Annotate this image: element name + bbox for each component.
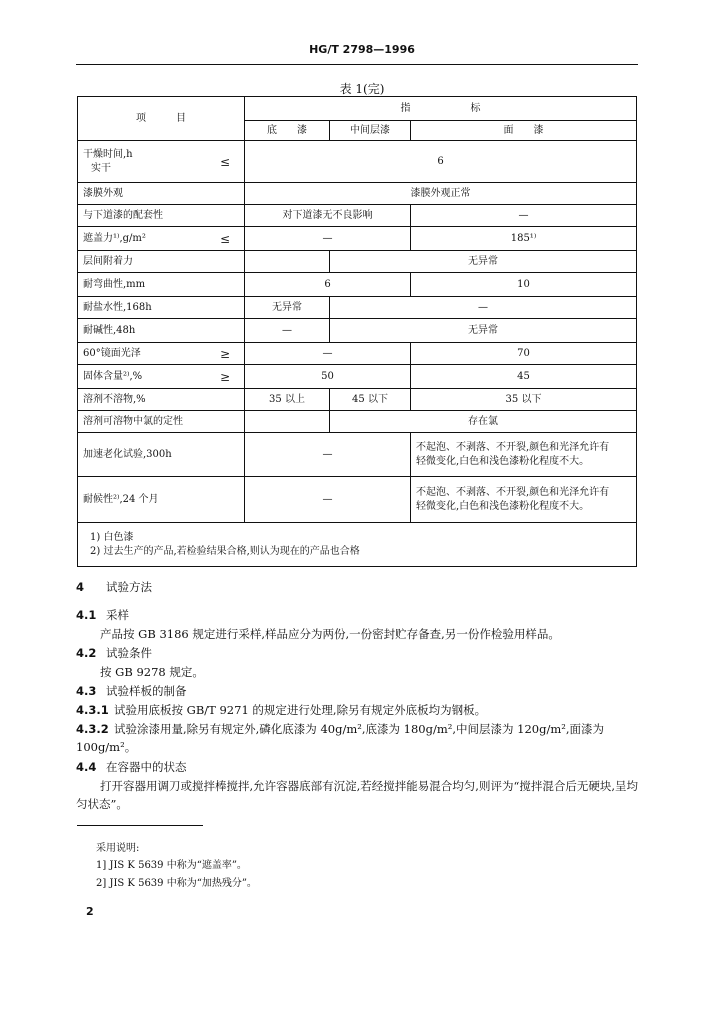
row-item: 漆膜外观 <box>78 183 245 205</box>
standard-code: HG/T 2798—1996 <box>309 43 415 56</box>
row-mid-top: — <box>330 297 637 319</box>
spec-table <box>77 96 637 567</box>
lte-symbol: ≤ <box>219 231 230 246</box>
table-row <box>78 183 637 205</box>
row-top: 185¹⁾ <box>411 227 637 251</box>
section-heading: 4.3 试验样板的制备 <box>76 684 187 698</box>
footnote-item: 1] JIS K 5639 中称为“遮盖率”。 <box>96 860 247 871</box>
row-value: 6 <box>245 141 637 183</box>
row-base-mid: — <box>245 433 411 477</box>
row-item: 层间附着力 <box>78 251 245 273</box>
row-base: — <box>245 319 330 343</box>
row-item: 溶剂可溶物中氯的定性 <box>78 411 245 433</box>
header-top-coat: 面 漆 <box>411 121 637 141</box>
table-notes <box>78 523 637 567</box>
row-base-empty <box>245 251 330 273</box>
row-top: 不起泡、不剥落、不开裂,颜色和光泽允许有 轻微变化,白色和浅色漆粉化程度不大。 <box>411 433 637 477</box>
footnote-title: 采用说明: <box>96 843 140 854</box>
table-title: 表 1(完) <box>339 82 385 96</box>
table-row <box>78 343 637 365</box>
row-top: 不起泡、不剥落、不开裂,颜色和光泽允许有 轻微变化,白色和浅色漆粉化程度不大。 <box>411 477 637 523</box>
row-mid-top: 无异常 <box>330 319 637 343</box>
row-base-mid: 对下道漆无不良影响 <box>245 205 411 227</box>
table-row <box>78 251 637 273</box>
section-heading: 4.1 采样 <box>76 608 129 622</box>
section-body: 按 GB 9278 规定。 <box>100 665 204 679</box>
row-item: 耐盐水性,168h <box>78 297 245 319</box>
lte-symbol: ≤ <box>219 154 230 169</box>
gte-symbol: ≥ <box>219 346 230 361</box>
table-row <box>78 389 637 411</box>
row-value: 漆膜外观正常 <box>245 183 637 205</box>
row-item: 溶剂不溶物,% <box>78 389 245 411</box>
row-top: 70 <box>411 343 637 365</box>
page-number: 2 <box>86 905 94 918</box>
row-top: — <box>411 205 637 227</box>
gte-symbol: ≥ <box>219 369 230 384</box>
header-mid-coat: 中间层漆 <box>330 121 411 141</box>
row-base-mid: — <box>245 477 411 523</box>
footnote-rule <box>77 825 203 826</box>
row-item: 固体含量²⁾,% ≥ <box>78 365 245 389</box>
row-top: 45 <box>411 365 637 389</box>
footnote-item: 2] JIS K 5639 中称为“加热残分”。 <box>96 878 257 889</box>
section-paragraph: 4.3.2 试验涂漆用量,除另有规定外,磷化底漆为 40g/m²,底漆为 180g/m²,中间层漆为 120g/m²,面漆为 100g/m²。 <box>76 722 605 754</box>
row-top: 35 以下 <box>411 389 637 411</box>
header-item: 项 目 <box>78 97 245 141</box>
row-mid-top: 存在氯 <box>330 411 637 433</box>
table-note: 2) 过去生产的产品,若检验结果合格,则认为现在的产品也合格 <box>90 545 360 557</box>
row-base-mid: — <box>245 227 411 251</box>
table-row <box>78 477 637 523</box>
section-heading: 4.2 试验条件 <box>76 646 152 660</box>
section-heading: 4 试验方法 <box>76 580 152 594</box>
table-note: 1) 白色漆 <box>90 531 134 543</box>
table-row <box>78 433 637 477</box>
row-item: 耐候性²⁾,24 个月 <box>78 477 245 523</box>
table-notes-row <box>78 523 637 567</box>
row-item: 60°镜面光泽 ≥ <box>78 343 245 365</box>
section-body: 打开容器用调刀或搅拌棒搅拌,允许容器底部有沉淀,若经搅拌能易混合均匀,则评为“搅拌混合后无硬块,呈均匀状态”。 <box>76 779 638 811</box>
row-item: 与下道漆的配套性 <box>78 205 245 227</box>
header-base-coat: 底 漆 <box>245 121 330 141</box>
table-row <box>78 227 637 251</box>
table-row <box>78 297 637 319</box>
row-top: 10 <box>411 273 637 297</box>
table-row <box>78 411 637 433</box>
row-item: 遮盖力¹⁾,g/m² ≤ <box>78 227 245 251</box>
row-base-mid: — <box>245 343 411 365</box>
table-row <box>78 205 637 227</box>
row-mid-top: 无异常 <box>330 251 637 273</box>
row-base: 无异常 <box>245 297 330 319</box>
row-base: 35 以上 <box>245 389 330 411</box>
table-header-row <box>78 97 637 121</box>
row-base-mid: 50 <box>245 365 411 389</box>
header-rule <box>76 64 638 65</box>
section-body: 产品按 GB 3186 规定进行采样,样品应分为两份,一份密封贮存备查,另一份作检验用样品。 <box>100 627 560 641</box>
table-row <box>78 273 637 297</box>
row-item: 加速老化试验,300h <box>78 433 245 477</box>
row-base-mid: 6 <box>245 273 411 297</box>
row-mid: 45 以下 <box>330 389 411 411</box>
section-paragraph: 4.3.1 试验用底板按 GB/T 9271 的规定进行处理,除另有规定外底板均为钢板。 <box>76 703 487 717</box>
row-item: 耐弯曲性,mm <box>78 273 245 297</box>
table-row <box>78 319 637 343</box>
table-row <box>78 365 637 389</box>
row-base-empty <box>245 411 330 433</box>
row-item: 干燥时间,h 实干 ≤ <box>78 141 245 183</box>
section-heading: 4.4 在容器中的状态 <box>76 760 187 774</box>
row-item: 耐碱性,48h <box>78 319 245 343</box>
table-row <box>78 141 637 183</box>
header-indicator: 指 标 <box>245 97 637 121</box>
